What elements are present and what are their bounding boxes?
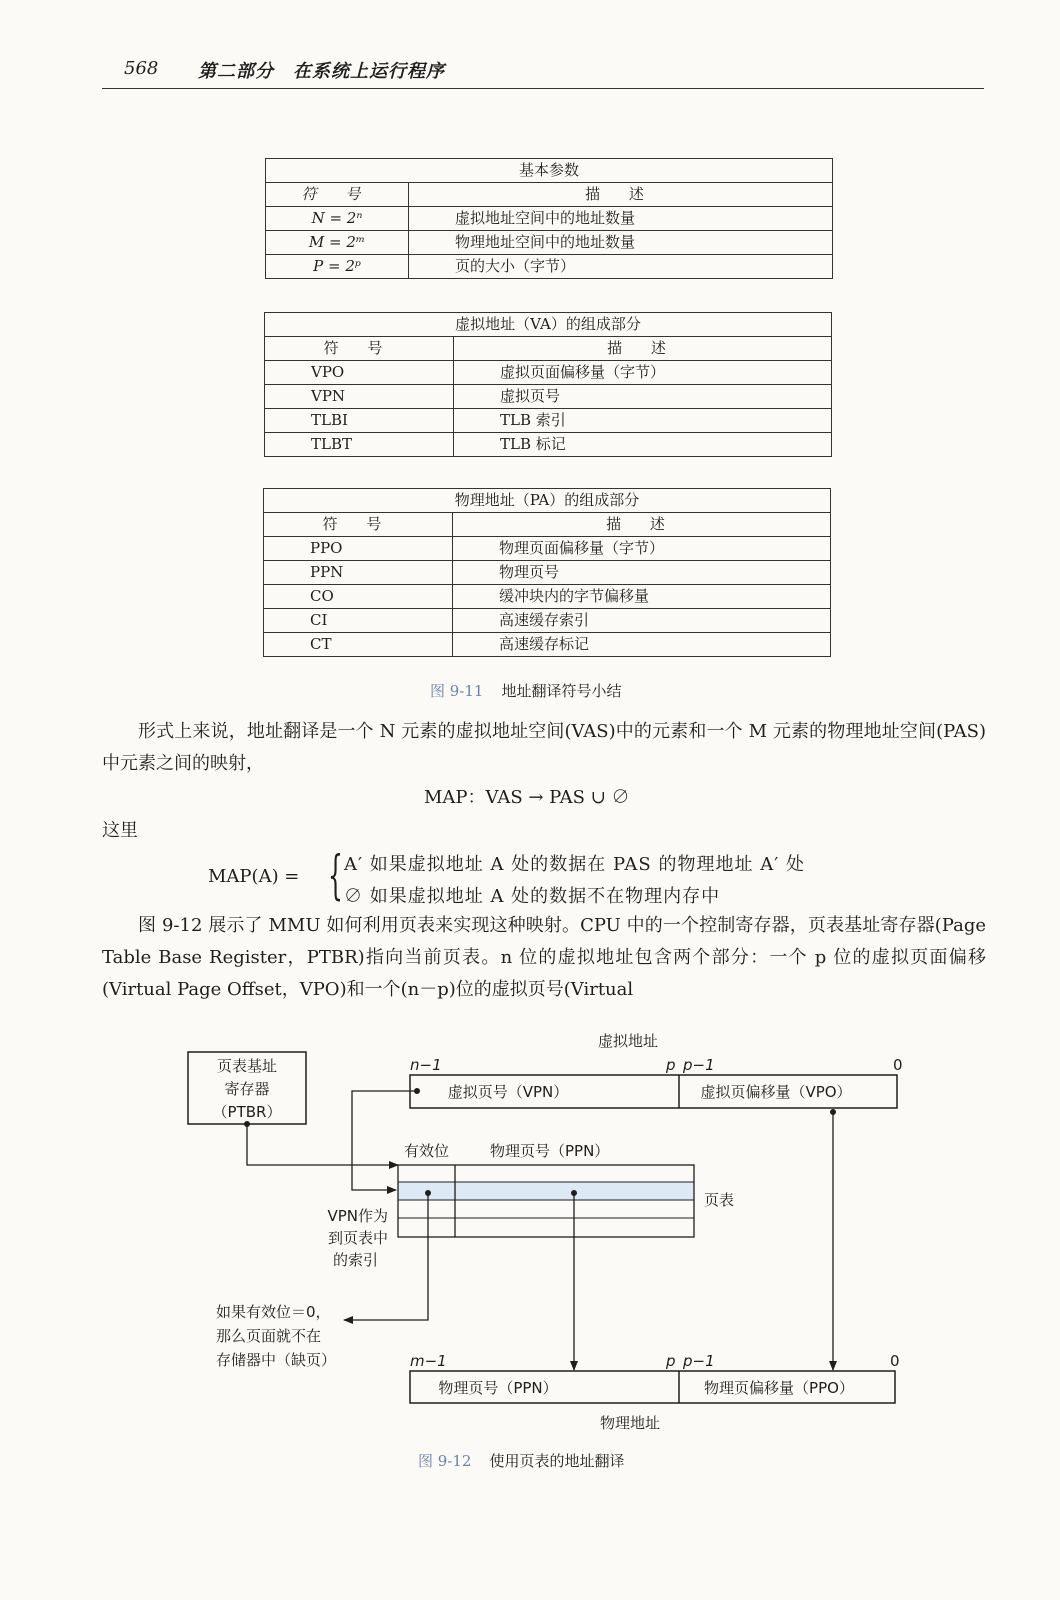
symbol-cell: TLBI: [265, 409, 454, 433]
table-caption: 物理地址（PA）的组成部分: [264, 489, 831, 513]
va-bit-0: 0: [893, 1056, 903, 1074]
column-header-symbol: 符 号: [266, 183, 409, 207]
vpn-field-label: 虚拟页号（VPN）: [447, 1083, 569, 1101]
desc-cell: 高速缓存索引: [453, 609, 831, 633]
part-title: 第二部分 在系统上运行程序: [198, 61, 445, 82]
page-number: 568: [124, 58, 159, 79]
pa-bit-p-minus-1: p−1: [683, 1352, 715, 1370]
vpn-index-arrow: [352, 1091, 417, 1190]
desc-cell: 物理地址空间中的地址数量: [409, 231, 833, 255]
desc-cell: 物理页面偏移量（字节）: [453, 537, 831, 561]
va-bit-p-minus-1: p−1: [683, 1056, 715, 1074]
map-lhs: MAP(A) =: [208, 866, 300, 887]
vpn-index-label-3: 的索引: [332, 1251, 378, 1269]
left-brace-icon: {: [328, 846, 343, 906]
column-header-symbol: 符 号: [264, 513, 453, 537]
symbol-cell: CT: [264, 633, 453, 657]
symbol-cell: P = 2ᵖ: [266, 255, 409, 279]
column-header-desc: 描 述: [454, 337, 832, 361]
vpo-field-label: 虚拟页偏移量（VPO）: [700, 1083, 852, 1101]
desc-cell: TLB 索引: [454, 409, 832, 433]
desc-cell: 缓冲块内的字节偏移量: [453, 585, 831, 609]
symbol-cell: CI: [264, 609, 453, 633]
ptbr-arrow: [247, 1124, 398, 1165]
table-caption: 虚拟地址（VA）的组成部分: [265, 313, 832, 337]
map-case-2: ∅ 如果虚拟地址 A 处的数据不在物理内存中: [344, 886, 721, 907]
vpn-index-label-2: 到页表中: [327, 1229, 388, 1247]
page-fault-label-3: 存储器中（缺页）: [216, 1351, 337, 1369]
ptbr-label-2: 寄存器: [224, 1080, 270, 1098]
page-table: [398, 1165, 694, 1237]
page-fault-label-1: 如果有效位＝0，: [216, 1303, 331, 1321]
va-bit-n-minus-1: n−1: [410, 1056, 442, 1074]
figure-9-12-caption: [418, 1450, 624, 1471]
symbol-cell: PPN: [264, 561, 453, 585]
pa-bit-m-minus-1: m−1: [410, 1352, 447, 1370]
ppo-field-label: 物理页偏移量（PPO）: [704, 1379, 854, 1397]
figure-title: 地址翻译符号小结: [501, 682, 622, 700]
desc-cell: TLB 标记: [454, 433, 832, 457]
pa-bit-p: p: [666, 1352, 676, 1370]
desc-cell: 虚拟页号: [454, 385, 832, 409]
symbol-cell: M = 2ᵐ: [266, 231, 409, 255]
symbol-cell: VPN: [265, 385, 454, 409]
map-equation: MAP：VAS → PAS ∪ ∅: [424, 787, 630, 808]
figure-number: 图 9-12: [418, 1452, 472, 1470]
column-header-desc: 描 述: [453, 513, 831, 537]
desc-cell: 页的大小（字节）: [409, 255, 833, 279]
desc-cell: 虚拟地址空间中的地址数量: [409, 207, 833, 231]
ppn-field-label: 物理页号（PPN）: [438, 1379, 558, 1397]
vpn-index-label-1: VPN作为: [327, 1207, 388, 1225]
symbol-cell: PPO: [264, 537, 453, 561]
va-bit-p: p: [666, 1056, 676, 1074]
page-table-highlight-row: [398, 1182, 694, 1200]
column-header-symbol: 符 号: [265, 337, 454, 361]
valid-bit-label: 有效位: [404, 1142, 450, 1160]
page-fault-label-2: 那么页面就不在: [216, 1327, 322, 1345]
symbol-cell: CO: [264, 585, 453, 609]
symbol-cell: VPO: [265, 361, 454, 385]
figure-number: 图 9-11: [430, 682, 484, 700]
body-paragraph: 形式上来说，地址翻译是一个 N 元素的虚拟地址空间(VAS)中的元素和一个 M 元素的物理地址空间(PAS)中元素之间的映射，: [102, 721, 986, 774]
page-table-label: 页表: [704, 1191, 735, 1209]
desc-cell: 物理页号: [453, 561, 831, 585]
symbol-cell: N = 2ⁿ: [266, 207, 409, 231]
where-text: 这里: [102, 820, 138, 841]
ptbr-label-3: （PTBR）: [212, 1103, 282, 1121]
pa-title: 物理地址: [599, 1414, 661, 1432]
ppn-column-label: 物理页号（PPN）: [490, 1142, 610, 1160]
pa-bit-0: 0: [890, 1352, 900, 1370]
va-title: 虚拟地址: [597, 1032, 659, 1050]
symbol-cell: TLBT: [265, 433, 454, 457]
body-paragraph: 图 9-12 展示了 MMU 如何利用页表来实现这种映射。CPU 中的一个控制寄存器，页表基址寄存器(Page Table Base Register，PTBR)指向当前页表。n 位的虚拟地址包含两个部分：一个 p 位的虚拟页面偏移(Virtual Page Offset，VPO)和一个(n－p)位的虚拟页号(Virtual: [102, 915, 986, 1000]
table-caption: 基本参数: [266, 159, 833, 183]
column-header-desc: 描 述: [409, 183, 833, 207]
figure-title: 使用页表的地址翻译: [489, 1452, 625, 1470]
ptbr-label-1: 页表基址: [216, 1057, 278, 1075]
map-case-1: A′ 如果虚拟地址 A 处的数据在 PAS 的物理地址 A′ 处: [344, 854, 806, 875]
desc-cell: 虚拟页面偏移量（字节）: [454, 361, 832, 385]
desc-cell: 高速缓存标记: [453, 633, 831, 657]
